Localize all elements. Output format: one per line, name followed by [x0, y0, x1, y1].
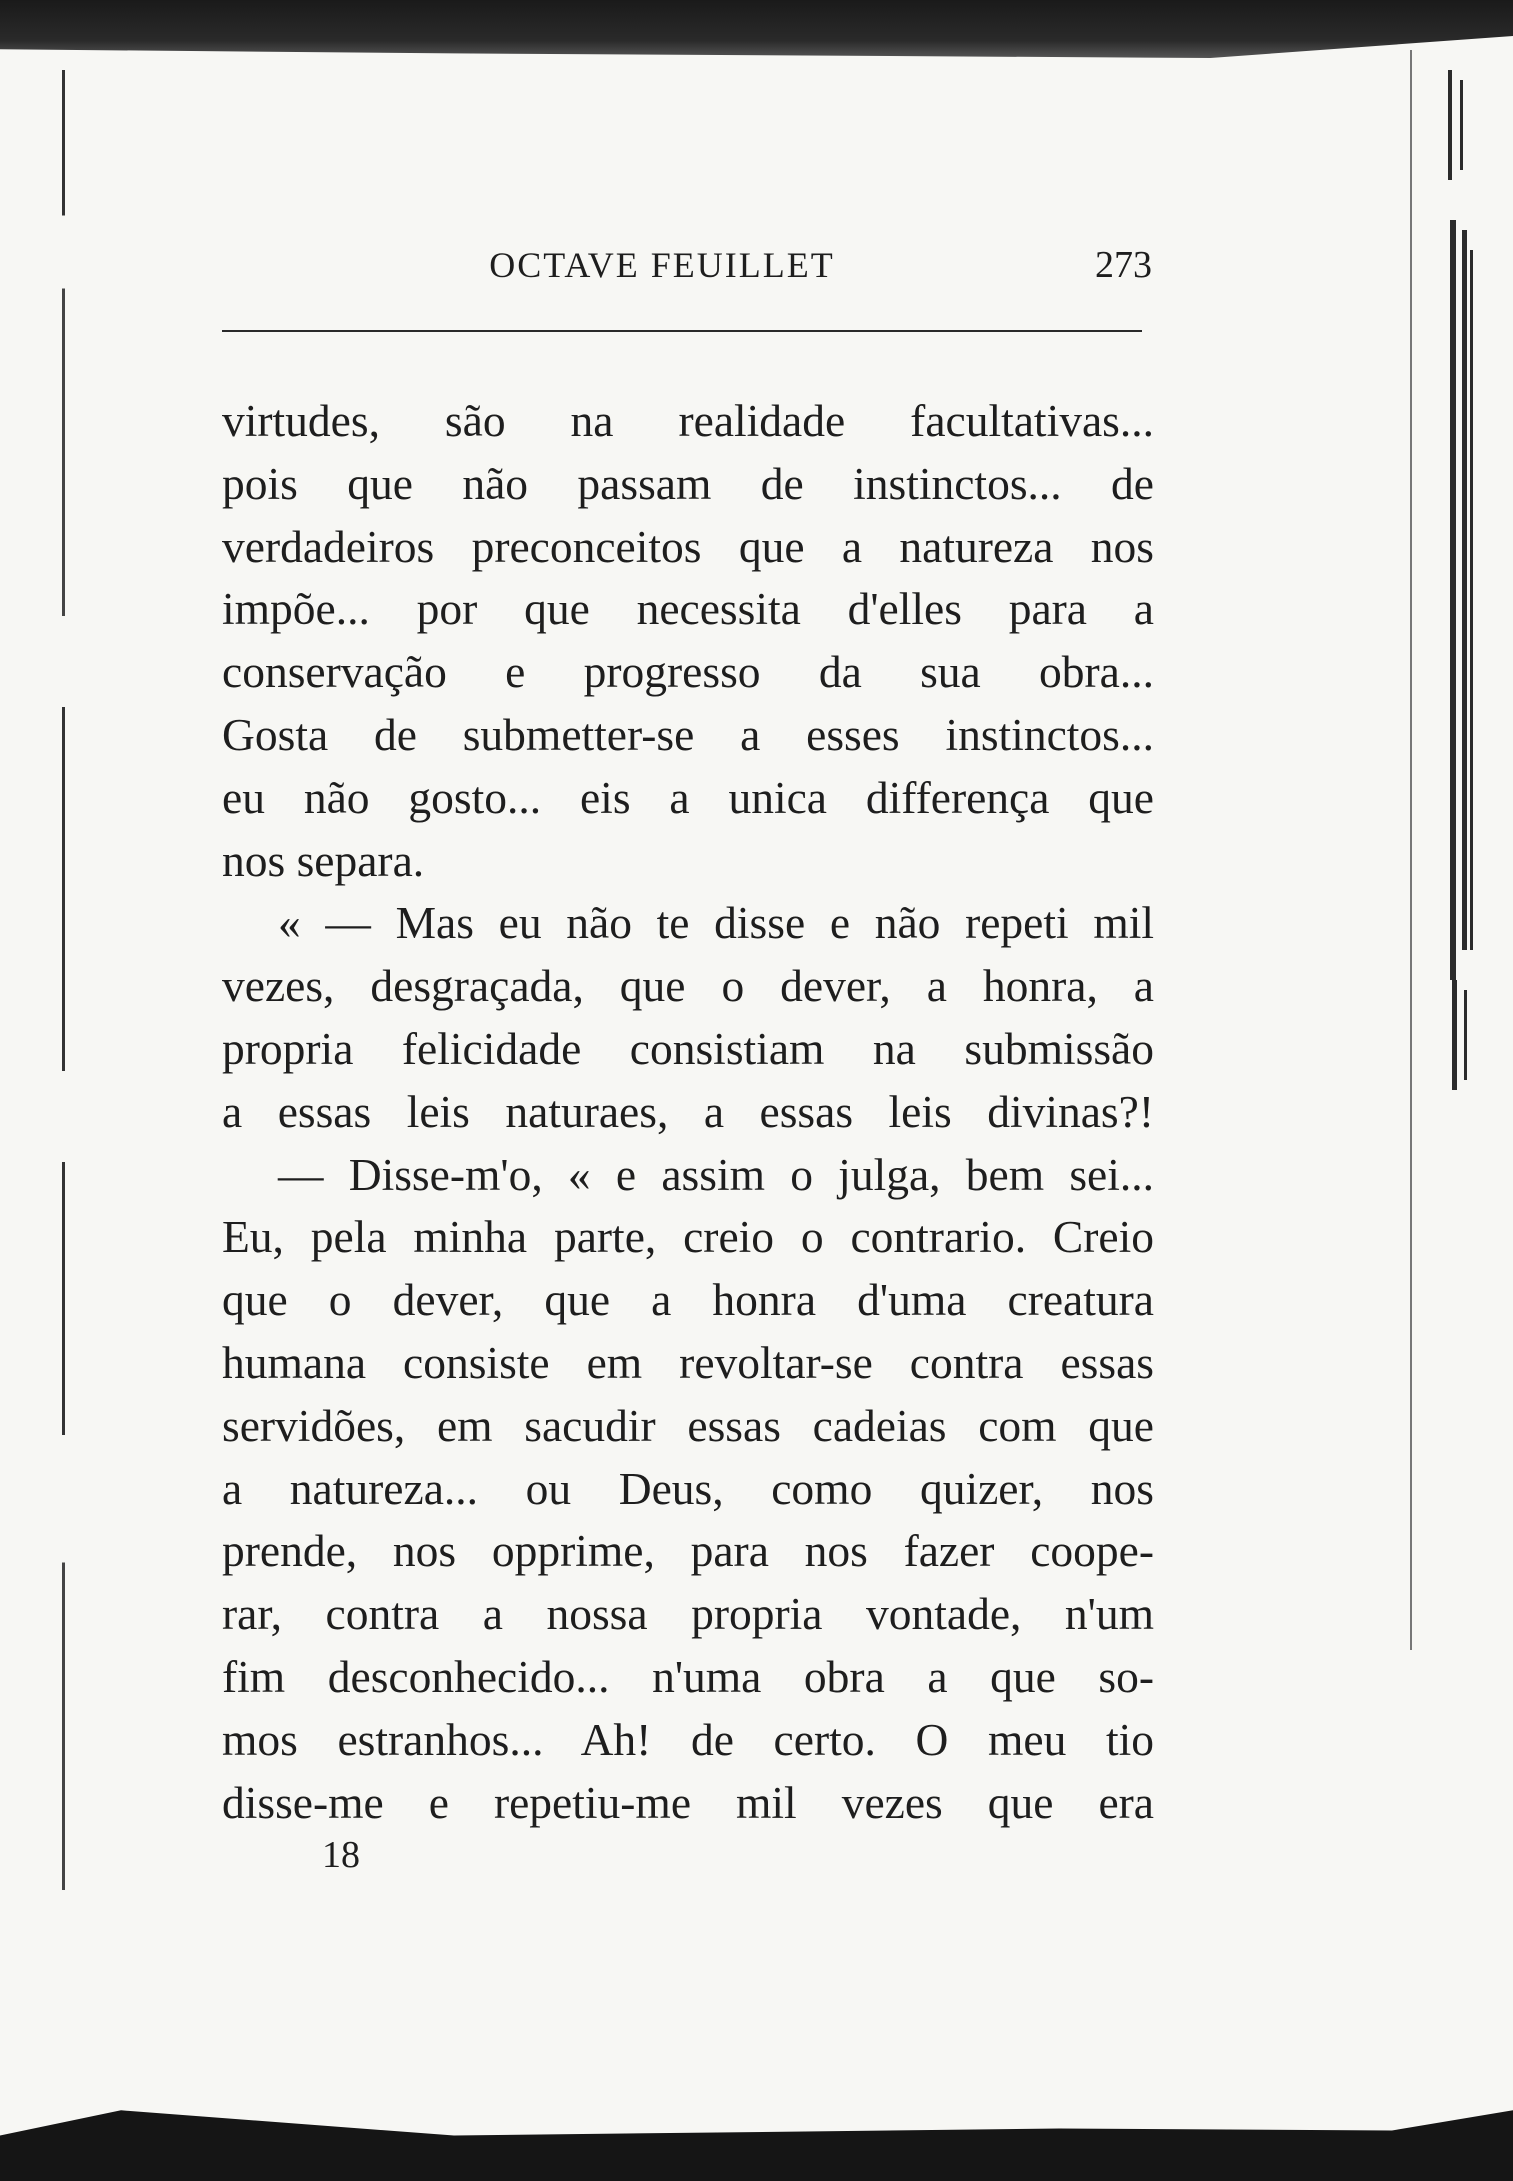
- text-line: — Disse-m'o, « e assim o julga, bem sei...: [278, 1148, 1154, 1200]
- text-line: a essas leis naturaes, a essas leis divinas?!: [222, 1085, 1154, 1137]
- text-line: verdadeiros preconceitos que a natureza nos: [222, 520, 1154, 572]
- text-line: que o dever, que a honra d'uma creatura: [222, 1274, 1154, 1326]
- text-line: impõe... por que necessita d'elles para a: [222, 583, 1154, 635]
- text-line: propria felicidade consistiam na submissão: [222, 1022, 1154, 1074]
- text-line: eu não gosto... eis a unica differença que: [222, 771, 1154, 823]
- text-line: nos separa.: [222, 834, 425, 886]
- text-line: Eu, pela minha parte, creio o contrario. Creio: [222, 1211, 1154, 1263]
- text-line: humana consiste em revoltar-se contra essas: [222, 1336, 1154, 1388]
- signature-mark: 18: [322, 1834, 360, 1876]
- scan-bottom-edge: [0, 2080, 1513, 2181]
- page-number: 273: [1095, 244, 1152, 286]
- scan-left-margin-mark: [62, 70, 65, 1890]
- text-line: Gosta de submetter-se a esses instinctos...: [222, 708, 1154, 760]
- text-line: mos estranhos... Ah! de certo. O meu tio: [222, 1713, 1154, 1765]
- running-title: OCTAVE FEUILLET: [489, 245, 835, 285]
- text-line: « — Mas eu não te disse e não repeti mil: [278, 897, 1154, 949]
- text-line: pois que não passam de instinctos... de: [222, 457, 1154, 509]
- scan-right-edge: [1400, 50, 1513, 1650]
- header-rule: [222, 330, 1142, 332]
- text-line: servidões, em sacudir essas cadeias com que: [222, 1399, 1154, 1451]
- scan-top-edge: [0, 0, 1513, 58]
- text-line: disse-me e repetiu-me mil vezes que era: [222, 1776, 1154, 1828]
- text-line: a natureza... ou Deus, como quizer, nos: [222, 1462, 1154, 1514]
- text-line: fim desconhecido... n'uma obra a que so-: [222, 1650, 1154, 1702]
- text-line: conservação e progresso da sua obra...: [222, 646, 1154, 698]
- text-line: vezes, desgraçada, que o dever, a honra, a: [222, 960, 1154, 1012]
- text-line: prende, nos opprime, para nos fazer coope-: [222, 1525, 1154, 1577]
- text-line: rar, contra a nossa propria vontade, n'um: [222, 1588, 1154, 1640]
- page-header: [222, 240, 1152, 290]
- body-text: [222, 390, 1154, 1834]
- text-line: virtudes, são na realidade facultativas...: [222, 395, 1154, 446]
